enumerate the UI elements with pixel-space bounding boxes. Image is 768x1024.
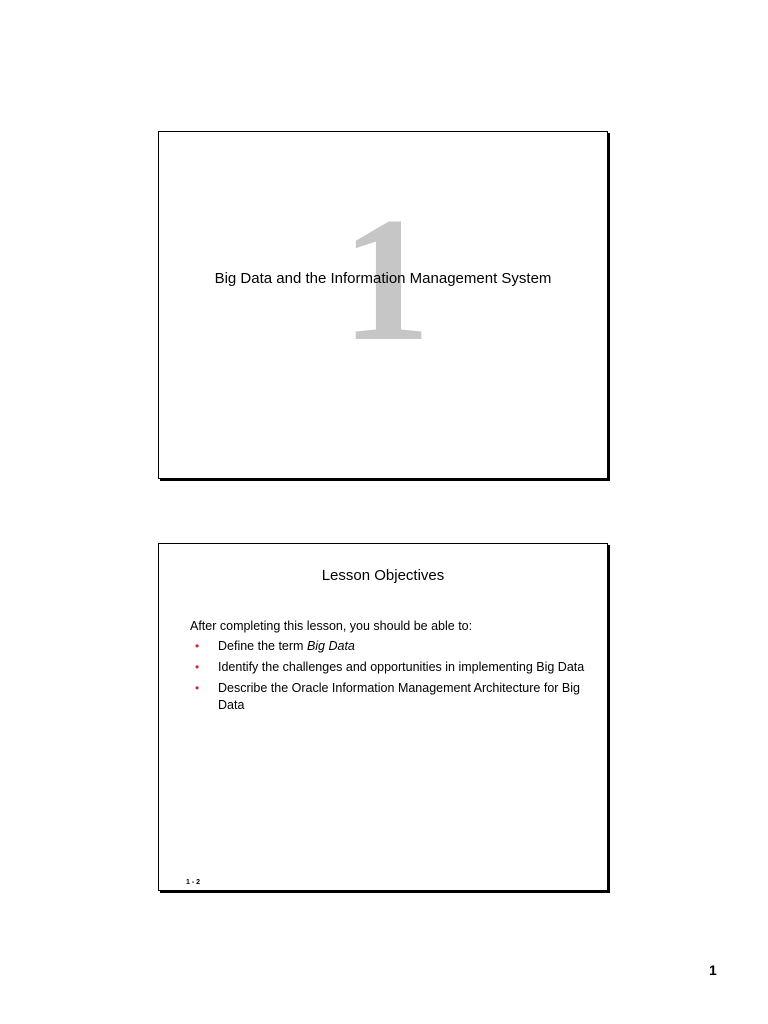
slide-number: 1 - 2 <box>186 879 201 886</box>
title-slide <box>158 131 608 479</box>
list-item <box>190 659 590 676</box>
objective-text: Describe the Oracle Information Management Architecture for Big Data <box>218 681 580 712</box>
objectives-intro: After completing this lesson, you should be able to: <box>190 619 473 633</box>
bullet-icon: • <box>195 639 200 653</box>
objectives-heading: Lesson Objectives <box>321 567 445 584</box>
objectives-slide <box>158 543 608 891</box>
bullet-icon: • <box>195 681 200 695</box>
page-number: 1 <box>709 962 717 978</box>
bullet-icon: • <box>195 660 200 674</box>
chapter-number: 1 <box>341 180 431 378</box>
list-item <box>190 638 590 655</box>
objective-text: Identify the challenges and opportunities in implementing Big Data <box>218 660 585 674</box>
list-item <box>190 680 590 714</box>
slide-title: Big Data and the Information Management System <box>214 270 552 287</box>
objective-emphasis: Big Data <box>306 639 355 653</box>
objectives-list <box>190 638 590 718</box>
objective-text-prefix: Define the term <box>218 639 307 653</box>
